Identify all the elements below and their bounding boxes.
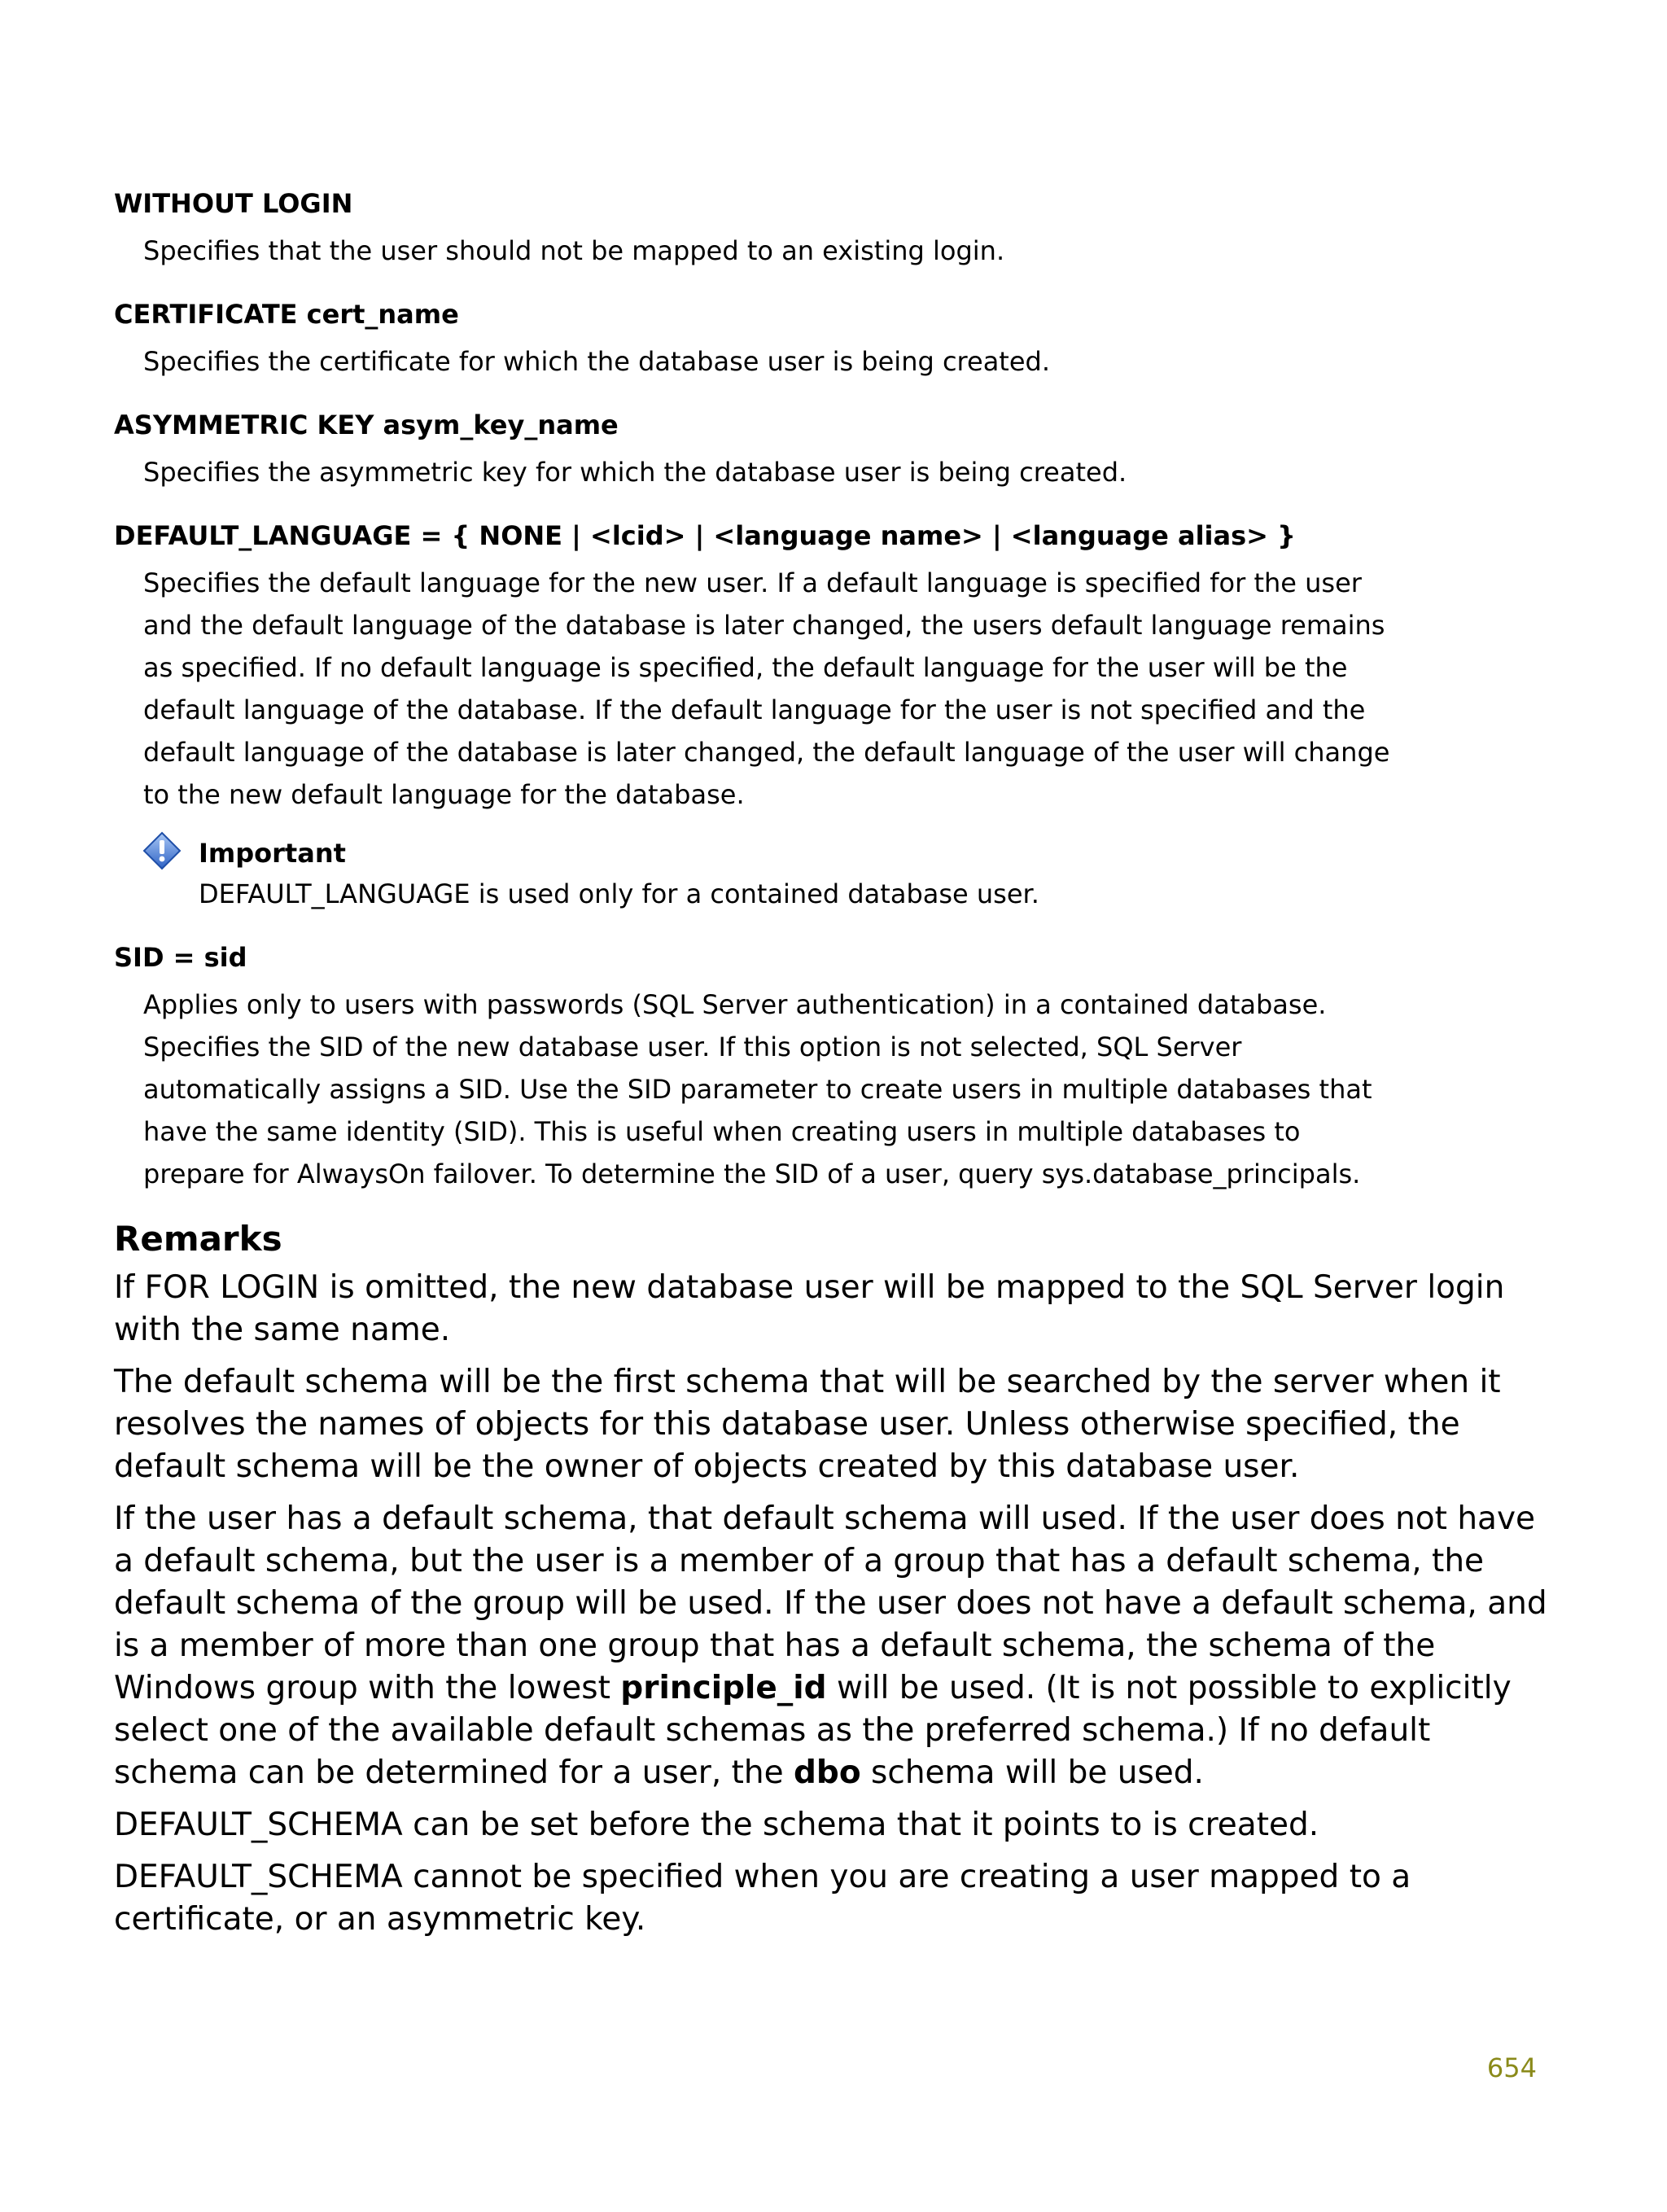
- note-title: Important: [199, 838, 346, 869]
- remarks-p3-text-c: schema will be used.: [860, 1754, 1204, 1791]
- arg-term-without-login: WITHOUT LOGIN: [114, 188, 353, 219]
- remarks-paragraph-3: [114, 1498, 1563, 1794]
- arg-term-sid: SID = sid: [114, 942, 247, 973]
- remarks-p3-text-a: If the user has a default schema, that default schema will used. If the user does not have a default schema, but the user is a member of a group that has a default schema, the default schema of the group will be used. If the user does not have a default schema, and is a member of more than one group that has a default schema, the schema of the Windows group with the lowest: [114, 1500, 1547, 1706]
- remarks-p3-principle-id: principle_id: [620, 1670, 827, 1706]
- arg-term-certificate: CERTIFICATE cert_name: [114, 299, 459, 330]
- arg-desc-default-language: Specifies the default language for the new user. If a default language is specified for the user and the default language of the database is later changed, the users default language remains as specified. If no default language is specified, the default language for the user will be the default language of the database. If the default language for the user is not specified and the default language of the database is later changed, the default language of the user will change to the new default language for the database.: [143, 567, 1390, 810]
- arg-desc-without-login: Specifies that the user should not be mapped to an existing login.: [143, 235, 1005, 266]
- remarks-paragraph-1: If FOR LOGIN is omitted, the new database user will be mapped to the SQL Server login with the same name.: [114, 1269, 1505, 1348]
- note-body: DEFAULT_LANGUAGE is used only for a contained database user.: [199, 878, 1039, 909]
- document-page: [114, 186, 1563, 1951]
- remarks-paragraph-2: The default schema will be the first schema that will be searched by the server when it resolves the names of objects for this database user. Unless otherwise specified, the default schema will be the owner of objects created by this database user.: [114, 1364, 1501, 1485]
- arg-desc-certificate: Specifies the certificate for which the database user is being created.: [143, 346, 1051, 377]
- page-number: 654: [1486, 2052, 1537, 2083]
- arg-term-default-language: DEFAULT_LANGUAGE = { NONE | <lcid> | <language name> | <language alias> }: [114, 520, 1296, 551]
- remarks-paragraph-4: DEFAULT_SCHEMA can be set before the schema that it points to is created.: [114, 1807, 1319, 1843]
- remarks-heading: Remarks: [114, 1219, 282, 1259]
- important-note: [142, 835, 1563, 915]
- arg-term-asymmetric-key: ASYMMETRIC KEY asym_key_name: [114, 410, 619, 440]
- remarks-p3-text-b: will be used. (It is not possible to explicitly select one of the available default schemas as the preferred schema.) If no default schema can be determined for a user, the: [114, 1670, 1512, 1791]
- remarks-p3-dbo: dbo: [794, 1754, 861, 1791]
- arg-desc-asymmetric-key: Specifies the asymmetric key for which the database user is being created.: [143, 457, 1127, 488]
- arg-desc-sid: Applies only to users with passwords (SQL Server authentication) in a contained database. Specifies the SID of the new database user. If this option is not selected, SQL Server automatically assigns a SID. Use the SID parameter to create users in multiple databases that have the same identity (SID). This is useful when creating users in multiple databases to prepare for AlwaysOn failover. To determine the SID of a user, query sys.database_principals.: [143, 989, 1372, 1189]
- important-icon: [142, 830, 182, 871]
- remarks-paragraph-5: DEFAULT_SCHEMA cannot be specified when you are creating a user mapped to a certificate, or an asymmetric key.: [114, 1859, 1411, 1938]
